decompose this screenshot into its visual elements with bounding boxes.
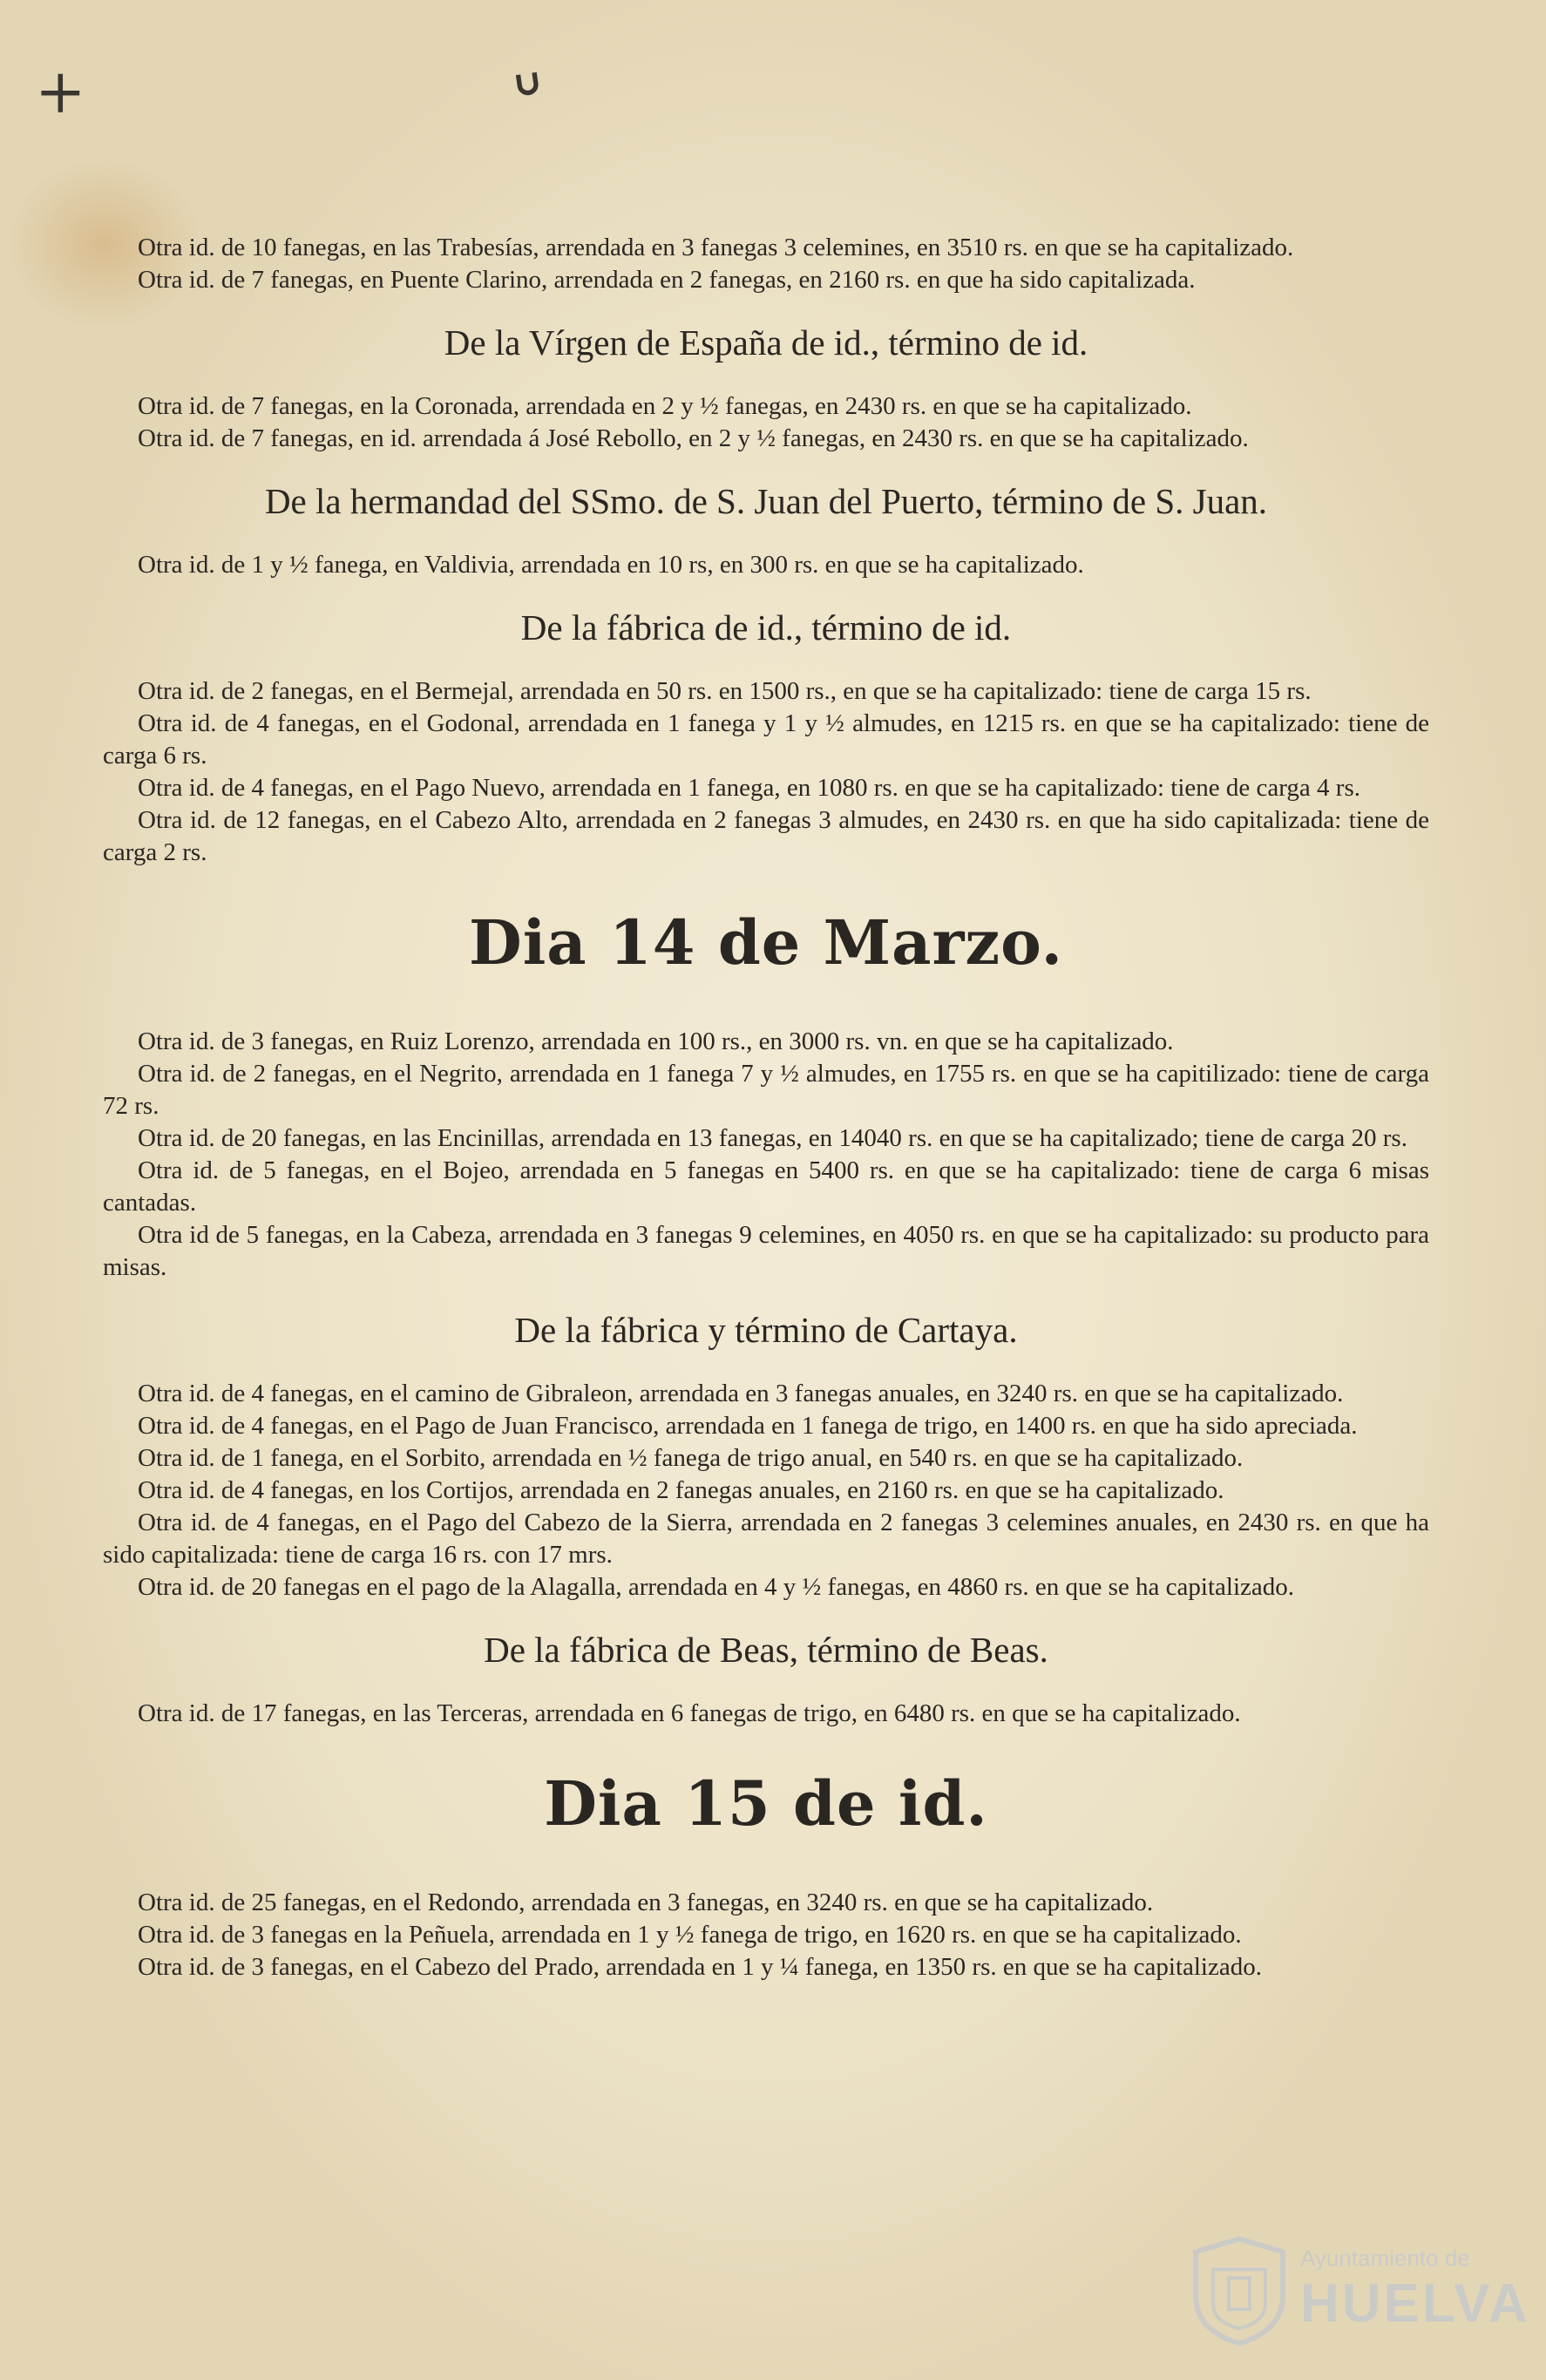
handwritten-mark-top: ᐡ: [507, 52, 552, 147]
entry-paragraph: Otra id. de 1 fanega, en el Sorbito, arrendada en ½ fanega de trigo anual, en 540 rs. en que se ha capitalizado.: [138, 1444, 1244, 1472]
entry-paragraph: Otra id. de 1 y ½ fanega, en Valdivia, arrendada en 10 rs, en 300 rs. en que se ha capitalizado.: [138, 551, 1084, 579]
entry-paragraph: Otra id. de 3 fanegas en la Peñuela, arrendada en 1 y ½ fanega de trigo, en 1620 rs. en que se ha capitalizado.: [138, 1921, 1242, 1949]
entry-paragraph: Otra id. de 20 fanegas en el pago de la Alagalla, arrendada en 4 y ½ fanegas, en 4860 rs. en que se ha capitalizado.: [138, 1573, 1295, 1601]
entry-paragraph: Otra id. de 4 fanegas, en el Pago del Cabezo de la Sierra, arrendada en 2 fanegas 3 celemines anuales, en 2430 rs. en que ha sido capitalizada: tiene de carga 16 rs. con 17 mrs.: [103, 1509, 1429, 1569]
section-heading: De la fábrica de id., término de id.: [520, 607, 1012, 648]
huelva-watermark: [1187, 2234, 1530, 2348]
document-body: [103, 232, 1429, 1983]
entry-paragraph: Otra id. de 4 fanegas, en el Pago Nuevo, arrendada en 1 fanega, en 1080 rs. en que se ha capitalizado: tiene de carga 4 rs.: [138, 774, 1360, 802]
entry-paragraph: Otra id. de 4 fanegas, en el Pago de Juan Francisco, arrendada en 1 fanega de trigo, en 1400 rs. en que ha sido apreciada.: [138, 1412, 1358, 1440]
coat-of-arms-icon: [1187, 2234, 1292, 2348]
day-heading: Dia 14 de Marzo.: [469, 906, 1063, 979]
entry-paragraph: Otra id. de 25 fanegas, en el Redondo, arrendada en 3 fanegas, en 3240 rs. en que se ha capitalizado.: [138, 1888, 1154, 1916]
entry-paragraph: Otra id. de 17 fanegas, en las Terceras, arrendada en 6 fanegas de trigo, en 6480 rs. en que se ha capitalizado.: [138, 1699, 1241, 1727]
entry-paragraph: Otra id. de 10 fanegas, en las Trabesías, arrendada en 3 fanegas 3 celemines, en 3510 rs. en que se ha capitalizado.: [138, 234, 1294, 261]
entry-paragraph: Otra id. de 5 fanegas, en el Bojeo, arrendada en 5 fanegas en 5400 rs. en que se ha capitalizado: tiene de carga 6 misas cantadas.: [103, 1156, 1429, 1217]
watermark-line2: HUELVA: [1300, 2274, 1530, 2334]
entry-paragraph: Otra id de 5 fanegas, en la Cabeza, arrendada en 3 fanegas 9 celemines, en 4050 rs. en que se ha capitalizado: su producto para misas.: [103, 1221, 1429, 1281]
entry-paragraph: Otra id. de 7 fanegas, en Puente Clarino, arrendada en 2 fanegas, en 2160 rs. en que ha sido capitalizada.: [138, 266, 1196, 294]
entry-paragraph: Otra id. de 4 fanegas, en el Godonal, arrendada en 1 fanega y 1 y ½ almudes, en 1215 rs. en que se ha capitalizado: tiene de carga 6 rs.: [103, 709, 1429, 770]
section-heading: De la fábrica de Beas, término de Beas.: [484, 1630, 1048, 1670]
entry-paragraph: Otra id. de 3 fanegas, en Ruiz Lorenzo, arrendada en 100 rs., en 3000 rs. vn. en que se ha capitalizado.: [138, 1027, 1174, 1055]
entry-paragraph: Otra id. de 2 fanegas, en el Bermejal, arrendada en 50 rs. en 1500 rs., en que se ha capitalizado: tiene de carga 15 rs.: [138, 677, 1312, 705]
section-heading: De la Vírgen de España de id., término de id.: [444, 322, 1088, 363]
section-heading: De la hermandad del SSmo. de S. Juan del Puerto, término de S. Juan.: [264, 481, 1268, 521]
entry-paragraph: Otra id. de 20 fanegas, en las Encinillas, arrendada en 13 fanegas, en 14040 rs. en que se ha capitalizado; tiene de carga 20 rs.: [138, 1124, 1407, 1152]
entry-paragraph: Otra id. de 7 fanegas, en id. arrendada á José Rebollo, en 2 y ½ fanegas, en 2430 rs. en que se ha capitalizado.: [138, 424, 1249, 452]
entry-paragraph: Otra id. de 3 fanegas, en el Cabezo del Prado, arrendada en 1 y ¼ fanega, en 1350 rs. en que se ha capitalizado.: [138, 1953, 1262, 1981]
entry-paragraph: Otra id. de 2 fanegas, en el Negrito, arrendada en 1 fanega 7 y ½ almudes, en 1755 rs. en que se ha capitilizado: tiene de carga 72 rs.: [103, 1060, 1429, 1120]
watermark-line1: Ayuntamiento de: [1300, 2245, 1470, 2271]
section-heading: De la fábrica y término de Cartaya.: [514, 1310, 1018, 1350]
entry-paragraph: Otra id. de 12 fanegas, en el Cabezo Alto, arrendada en 2 fanegas 3 almudes, en 2430 rs. en que ha sido capitalizada: tiene de carga 2 rs.: [103, 806, 1429, 866]
entry-paragraph: Otra id. de 7 fanegas, en la Coronada, arrendada en 2 y ½ fanegas, en 2430 rs. en que se ha capitalizado.: [138, 392, 1192, 420]
entry-paragraph: Otra id. de 4 fanegas, en los Cortijos, arrendada en 2 fanegas anuales, en 2160 rs. en que se ha capitalizado.: [138, 1476, 1224, 1504]
handwritten-mark-left: +: [35, 56, 86, 127]
day-heading: Dia 15 de id.: [544, 1767, 988, 1840]
entry-paragraph: Otra id. de 4 fanegas, en el camino de Gibraleon, arrendada en 3 fanegas anuales, en 3240 rs. en que se ha capitalizado.: [138, 1380, 1344, 1407]
